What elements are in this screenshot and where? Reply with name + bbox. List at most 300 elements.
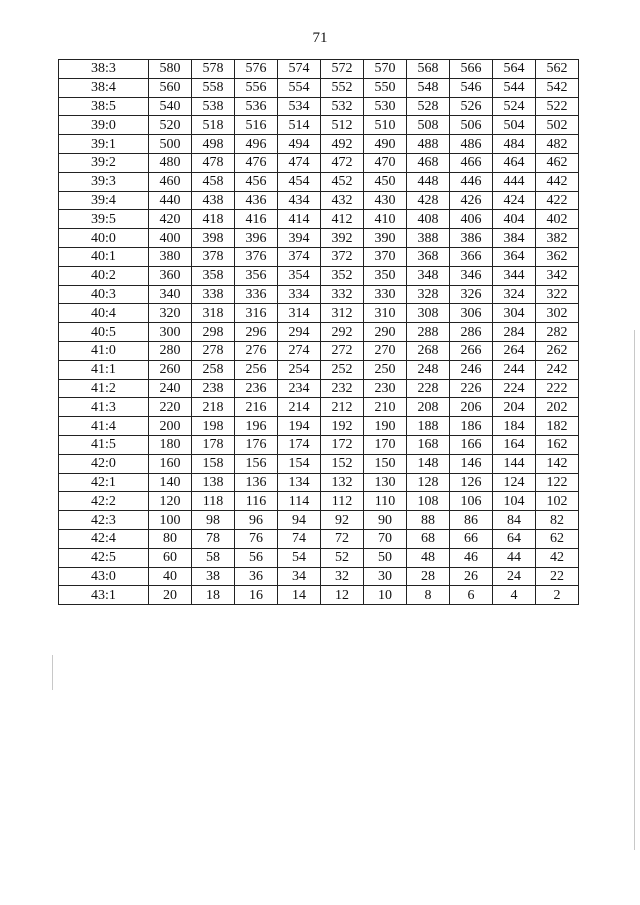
row-label: 40:2 xyxy=(59,266,149,285)
table-row xyxy=(59,398,579,417)
table-cell: 202 xyxy=(536,398,579,417)
table-cell: 364 xyxy=(493,247,536,266)
table-cell: 508 xyxy=(407,116,450,135)
table-cell: 196 xyxy=(235,417,278,436)
table-cell: 136 xyxy=(235,473,278,492)
table-cell: 382 xyxy=(536,229,579,248)
table-cell: 18 xyxy=(192,586,235,605)
table-row xyxy=(59,492,579,511)
row-label: 42:3 xyxy=(59,511,149,530)
table-cell: 284 xyxy=(493,323,536,342)
table-cell: 478 xyxy=(192,153,235,172)
table-cell: 208 xyxy=(407,398,450,417)
table-cell: 452 xyxy=(321,172,364,191)
table-cell: 330 xyxy=(364,285,407,304)
table-cell: 128 xyxy=(407,473,450,492)
table-cell: 260 xyxy=(149,360,192,379)
table-cell: 288 xyxy=(407,323,450,342)
table-cell: 502 xyxy=(536,116,579,135)
table-cell: 376 xyxy=(235,247,278,266)
table-cell: 466 xyxy=(450,153,493,172)
row-label: 42:2 xyxy=(59,492,149,511)
table-row xyxy=(59,379,579,398)
table-cell: 458 xyxy=(192,172,235,191)
table-cell: 482 xyxy=(536,135,579,154)
table-cell: 238 xyxy=(192,379,235,398)
table-cell: 256 xyxy=(235,360,278,379)
table-cell: 504 xyxy=(493,116,536,135)
table-cell: 126 xyxy=(450,473,493,492)
table-cell: 34 xyxy=(278,567,321,586)
page-number: 71 xyxy=(312,30,328,46)
scan-edge-line-left xyxy=(52,655,53,690)
table-cell: 438 xyxy=(192,191,235,210)
table-cell: 132 xyxy=(321,473,364,492)
table-cell: 404 xyxy=(493,210,536,229)
table-cell: 290 xyxy=(364,323,407,342)
table-cell: 254 xyxy=(278,360,321,379)
table-cell: 316 xyxy=(235,304,278,323)
table-cell: 460 xyxy=(149,172,192,191)
table-cell: 236 xyxy=(235,379,278,398)
table-cell: 322 xyxy=(536,285,579,304)
table-cell: 416 xyxy=(235,210,278,229)
table-cell: 580 xyxy=(149,60,192,79)
row-label: 40:1 xyxy=(59,247,149,266)
table-cell: 386 xyxy=(450,229,493,248)
table-row xyxy=(59,417,579,436)
data-table xyxy=(58,59,579,605)
table-cell: 558 xyxy=(192,78,235,97)
table-cell: 120 xyxy=(149,492,192,511)
table-cell: 2 xyxy=(536,586,579,605)
table-cell: 224 xyxy=(493,379,536,398)
table-cell: 388 xyxy=(407,229,450,248)
row-label: 41:0 xyxy=(59,341,149,360)
table-cell: 318 xyxy=(192,304,235,323)
row-label: 42:5 xyxy=(59,548,149,567)
scan-edge-line-right xyxy=(634,330,635,850)
row-label: 40:4 xyxy=(59,304,149,323)
table-cell: 412 xyxy=(321,210,364,229)
table-row xyxy=(59,135,579,154)
table-row xyxy=(59,511,579,530)
table-cell: 68 xyxy=(407,529,450,548)
table-cell: 430 xyxy=(364,191,407,210)
table-cell: 190 xyxy=(364,417,407,436)
row-label: 41:4 xyxy=(59,417,149,436)
table-cell: 156 xyxy=(235,454,278,473)
table-cell: 76 xyxy=(235,529,278,548)
table-cell: 176 xyxy=(235,435,278,454)
table-cell: 554 xyxy=(278,78,321,97)
table-cell: 390 xyxy=(364,229,407,248)
table-cell: 464 xyxy=(493,153,536,172)
table-cell: 350 xyxy=(364,266,407,285)
table-cell: 214 xyxy=(278,398,321,417)
table-cell: 64 xyxy=(493,529,536,548)
table-cell: 422 xyxy=(536,191,579,210)
table-cell: 514 xyxy=(278,116,321,135)
row-label: 42:0 xyxy=(59,454,149,473)
table-cell: 528 xyxy=(407,97,450,116)
table-cell: 130 xyxy=(364,473,407,492)
table-cell: 166 xyxy=(450,435,493,454)
table-cell: 42 xyxy=(536,548,579,567)
table-cell: 26 xyxy=(450,567,493,586)
table-cell: 512 xyxy=(321,116,364,135)
table-cell: 368 xyxy=(407,247,450,266)
table-cell: 470 xyxy=(364,153,407,172)
table-cell: 96 xyxy=(235,511,278,530)
table-cell: 164 xyxy=(493,435,536,454)
table-cell: 332 xyxy=(321,285,364,304)
table-cell: 124 xyxy=(493,473,536,492)
table-row xyxy=(59,229,579,248)
table-cell: 380 xyxy=(149,247,192,266)
row-label: 41:3 xyxy=(59,398,149,417)
table-cell: 410 xyxy=(364,210,407,229)
row-label: 41:5 xyxy=(59,435,149,454)
table-cell: 226 xyxy=(450,379,493,398)
table-cell: 250 xyxy=(364,360,407,379)
table-cell: 310 xyxy=(364,304,407,323)
table-cell: 86 xyxy=(450,511,493,530)
table-cell: 44 xyxy=(493,548,536,567)
row-label: 38:4 xyxy=(59,78,149,97)
table-cell: 6 xyxy=(450,586,493,605)
table-cell: 210 xyxy=(364,398,407,417)
row-label: 40:3 xyxy=(59,285,149,304)
table-cell: 402 xyxy=(536,210,579,229)
table-cell: 308 xyxy=(407,304,450,323)
table-cell: 336 xyxy=(235,285,278,304)
table-cell: 306 xyxy=(450,304,493,323)
table-row xyxy=(59,210,579,229)
table-cell: 576 xyxy=(235,60,278,79)
table-cell: 282 xyxy=(536,323,579,342)
table-cell: 414 xyxy=(278,210,321,229)
table-cell: 312 xyxy=(321,304,364,323)
table-cell: 90 xyxy=(364,511,407,530)
table-cell: 552 xyxy=(321,78,364,97)
table-cell: 222 xyxy=(536,379,579,398)
table-cell: 550 xyxy=(364,78,407,97)
table-cell: 320 xyxy=(149,304,192,323)
table-cell: 220 xyxy=(149,398,192,417)
table-cell: 248 xyxy=(407,360,450,379)
table-cell: 278 xyxy=(192,341,235,360)
table-row xyxy=(59,285,579,304)
table-cell: 326 xyxy=(450,285,493,304)
table-cell: 418 xyxy=(192,210,235,229)
table-cell: 294 xyxy=(278,323,321,342)
table-cell: 100 xyxy=(149,511,192,530)
table-cell: 300 xyxy=(149,323,192,342)
table-cell: 540 xyxy=(149,97,192,116)
table-row xyxy=(59,304,579,323)
table-cell: 302 xyxy=(536,304,579,323)
table-cell: 230 xyxy=(364,379,407,398)
table-cell: 408 xyxy=(407,210,450,229)
table-cell: 296 xyxy=(235,323,278,342)
table-cell: 16 xyxy=(235,586,278,605)
table-cell: 442 xyxy=(536,172,579,191)
table-cell: 56 xyxy=(235,548,278,567)
table-cell: 194 xyxy=(278,417,321,436)
table-cell: 152 xyxy=(321,454,364,473)
table-cell: 276 xyxy=(235,341,278,360)
row-label: 40:0 xyxy=(59,229,149,248)
table-cell: 474 xyxy=(278,153,321,172)
table-cell: 548 xyxy=(407,78,450,97)
table-cell: 346 xyxy=(450,266,493,285)
table-cell: 440 xyxy=(149,191,192,210)
row-label: 43:0 xyxy=(59,567,149,586)
table-cell: 198 xyxy=(192,417,235,436)
table-cell: 520 xyxy=(149,116,192,135)
table-cell: 160 xyxy=(149,454,192,473)
table-cell: 434 xyxy=(278,191,321,210)
table-cell: 546 xyxy=(450,78,493,97)
table-cell: 570 xyxy=(364,60,407,79)
table-row xyxy=(59,172,579,191)
table-cell: 538 xyxy=(192,97,235,116)
table-cell: 36 xyxy=(235,567,278,586)
table-cell: 40 xyxy=(149,567,192,586)
table-cell: 530 xyxy=(364,97,407,116)
table-cell: 112 xyxy=(321,492,364,511)
table-cell: 98 xyxy=(192,511,235,530)
table-cell: 184 xyxy=(493,417,536,436)
table-cell: 234 xyxy=(278,379,321,398)
table-row xyxy=(59,97,579,116)
table-cell: 62 xyxy=(536,529,579,548)
table-cell: 88 xyxy=(407,511,450,530)
table-cell: 92 xyxy=(321,511,364,530)
table-row xyxy=(59,153,579,172)
table-row xyxy=(59,586,579,605)
table-cell: 8 xyxy=(407,586,450,605)
table-cell: 232 xyxy=(321,379,364,398)
table-cell: 424 xyxy=(493,191,536,210)
table-cell: 180 xyxy=(149,435,192,454)
row-label: 39:2 xyxy=(59,153,149,172)
table-cell: 532 xyxy=(321,97,364,116)
table-cell: 562 xyxy=(536,60,579,79)
table-cell: 292 xyxy=(321,323,364,342)
table-cell: 118 xyxy=(192,492,235,511)
table-cell: 400 xyxy=(149,229,192,248)
table-cell: 362 xyxy=(536,247,579,266)
table-cell: 420 xyxy=(149,210,192,229)
table-cell: 262 xyxy=(536,341,579,360)
table-cell: 212 xyxy=(321,398,364,417)
table-cell: 104 xyxy=(493,492,536,511)
table-cell: 398 xyxy=(192,229,235,248)
table-cell: 142 xyxy=(536,454,579,473)
table-cell: 216 xyxy=(235,398,278,417)
table-cell: 186 xyxy=(450,417,493,436)
row-label: 41:1 xyxy=(59,360,149,379)
table-cell: 54 xyxy=(278,548,321,567)
table-cell: 174 xyxy=(278,435,321,454)
table-cell: 448 xyxy=(407,172,450,191)
table-cell: 94 xyxy=(278,511,321,530)
table-cell: 154 xyxy=(278,454,321,473)
table-cell: 242 xyxy=(536,360,579,379)
table-cell: 392 xyxy=(321,229,364,248)
table-cell: 494 xyxy=(278,135,321,154)
table-cell: 572 xyxy=(321,60,364,79)
table-cell: 384 xyxy=(493,229,536,248)
table-cell: 566 xyxy=(450,60,493,79)
table-cell: 328 xyxy=(407,285,450,304)
table-cell: 366 xyxy=(450,247,493,266)
table-cell: 122 xyxy=(536,473,579,492)
row-label: 38:5 xyxy=(59,97,149,116)
table-cell: 38 xyxy=(192,567,235,586)
table-cell: 30 xyxy=(364,567,407,586)
table-cell: 268 xyxy=(407,341,450,360)
table-row xyxy=(59,360,579,379)
table-cell: 218 xyxy=(192,398,235,417)
table-cell: 496 xyxy=(235,135,278,154)
table-cell: 340 xyxy=(149,285,192,304)
table-cell: 110 xyxy=(364,492,407,511)
table-cell: 314 xyxy=(278,304,321,323)
table-cell: 358 xyxy=(192,266,235,285)
table-cell: 168 xyxy=(407,435,450,454)
row-label: 39:0 xyxy=(59,116,149,135)
table-cell: 444 xyxy=(493,172,536,191)
table-cell: 240 xyxy=(149,379,192,398)
table-cell: 574 xyxy=(278,60,321,79)
row-label: 39:3 xyxy=(59,172,149,191)
table-cell: 524 xyxy=(493,97,536,116)
table-cell: 454 xyxy=(278,172,321,191)
table-cell: 58 xyxy=(192,548,235,567)
table-cell: 274 xyxy=(278,341,321,360)
table-cell: 578 xyxy=(192,60,235,79)
table-cell: 456 xyxy=(235,172,278,191)
table-cell: 372 xyxy=(321,247,364,266)
table-cell: 564 xyxy=(493,60,536,79)
table-cell: 66 xyxy=(450,529,493,548)
table-cell: 476 xyxy=(235,153,278,172)
table-cell: 428 xyxy=(407,191,450,210)
table-cell: 406 xyxy=(450,210,493,229)
table-cell: 370 xyxy=(364,247,407,266)
table-cell: 264 xyxy=(493,341,536,360)
table-cell: 298 xyxy=(192,323,235,342)
table-cell: 374 xyxy=(278,247,321,266)
table-cell: 394 xyxy=(278,229,321,248)
table-cell: 24 xyxy=(493,567,536,586)
table-cell: 52 xyxy=(321,548,364,567)
table-cell: 354 xyxy=(278,266,321,285)
row-label: 42:4 xyxy=(59,529,149,548)
table-cell: 544 xyxy=(493,78,536,97)
row-label: 41:2 xyxy=(59,379,149,398)
table-cell: 150 xyxy=(364,454,407,473)
row-label: 38:3 xyxy=(59,60,149,79)
table-cell: 484 xyxy=(493,135,536,154)
table-row xyxy=(59,191,579,210)
table-cell: 116 xyxy=(235,492,278,511)
row-label: 42:1 xyxy=(59,473,149,492)
table-cell: 182 xyxy=(536,417,579,436)
table-cell: 144 xyxy=(493,454,536,473)
table-cell: 522 xyxy=(536,97,579,116)
table-cell: 10 xyxy=(364,586,407,605)
table-cell: 334 xyxy=(278,285,321,304)
table-row xyxy=(59,323,579,342)
table-cell: 498 xyxy=(192,135,235,154)
table-cell: 270 xyxy=(364,341,407,360)
table-cell: 338 xyxy=(192,285,235,304)
table-cell: 468 xyxy=(407,153,450,172)
table-cell: 192 xyxy=(321,417,364,436)
table-cell: 12 xyxy=(321,586,364,605)
table-cell: 280 xyxy=(149,341,192,360)
table-cell: 556 xyxy=(235,78,278,97)
row-label: 39:1 xyxy=(59,135,149,154)
table-cell: 146 xyxy=(450,454,493,473)
table-cell: 148 xyxy=(407,454,450,473)
table-cell: 162 xyxy=(536,435,579,454)
table-row xyxy=(59,435,579,454)
table-cell: 170 xyxy=(364,435,407,454)
table-cell: 272 xyxy=(321,341,364,360)
table-cell: 82 xyxy=(536,511,579,530)
table-cell: 436 xyxy=(235,191,278,210)
table-cell: 138 xyxy=(192,473,235,492)
table-cell: 492 xyxy=(321,135,364,154)
table-cell: 432 xyxy=(321,191,364,210)
table-cell: 80 xyxy=(149,529,192,548)
row-label: 39:5 xyxy=(59,210,149,229)
table-row xyxy=(59,454,579,473)
table-cell: 22 xyxy=(536,567,579,586)
table-cell: 50 xyxy=(364,548,407,567)
table-cell: 46 xyxy=(450,548,493,567)
table-cell: 246 xyxy=(450,360,493,379)
table-cell: 188 xyxy=(407,417,450,436)
table-cell: 28 xyxy=(407,567,450,586)
table-cell: 342 xyxy=(536,266,579,285)
table-cell: 84 xyxy=(493,511,536,530)
table-cell: 172 xyxy=(321,435,364,454)
table-cell: 526 xyxy=(450,97,493,116)
table-row xyxy=(59,78,579,97)
table-cell: 266 xyxy=(450,341,493,360)
table-cell: 252 xyxy=(321,360,364,379)
table-cell: 32 xyxy=(321,567,364,586)
table-cell: 304 xyxy=(493,304,536,323)
row-label: 43:1 xyxy=(59,586,149,605)
table-cell: 352 xyxy=(321,266,364,285)
table-cell: 4 xyxy=(493,586,536,605)
table-row xyxy=(59,341,579,360)
table-row xyxy=(59,473,579,492)
table-cell: 102 xyxy=(536,492,579,511)
table-cell: 48 xyxy=(407,548,450,567)
table-cell: 206 xyxy=(450,398,493,417)
table-row xyxy=(59,567,579,586)
table-cell: 258 xyxy=(192,360,235,379)
table-cell: 568 xyxy=(407,60,450,79)
